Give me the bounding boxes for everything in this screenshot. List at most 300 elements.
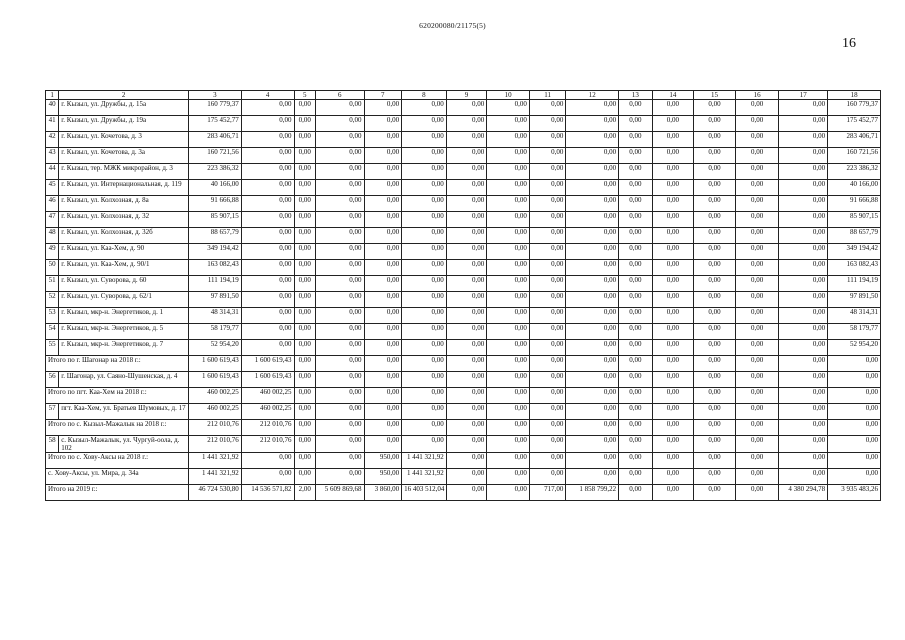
row-number: 53 [46, 308, 59, 324]
row-value-col7: 0,00 [364, 196, 402, 212]
column-header: 11 [529, 91, 566, 100]
row-value-col10: 0,00 [487, 260, 530, 276]
row-value-col5: 0,00 [294, 469, 315, 485]
row-value-col5: 0,00 [294, 308, 315, 324]
row-value-col3: 175 452,77 [189, 116, 242, 132]
row-value-col18: 283 406,71 [828, 132, 881, 148]
row-value-col9: 0,00 [446, 276, 487, 292]
row-value-col7: 0,00 [364, 436, 402, 453]
row-value-col17: 0,00 [779, 420, 828, 436]
row-address: пгт. Каа-Хем, ул. Братьев Шумовых, д. 17 [59, 404, 189, 420]
table-row [46, 404, 881, 420]
row-value-col4: 0,00 [241, 116, 294, 132]
row-value-col14: 0,00 [652, 420, 694, 436]
table-row [46, 340, 881, 356]
row-value-col12: 0,00 [566, 244, 619, 260]
row-value-col3: 212 010,76 [189, 420, 242, 436]
row-value-col4: 0,00 [241, 148, 294, 164]
row-value-col7: 0,00 [364, 244, 402, 260]
row-value-col5: 0,00 [294, 276, 315, 292]
row-value-col5: 0,00 [294, 324, 315, 340]
row-value-col12: 0,00 [566, 228, 619, 244]
row-value-col5: 0,00 [294, 404, 315, 420]
row-value-col14: 0,00 [652, 340, 694, 356]
row-value-col18: 0,00 [828, 372, 881, 388]
row-value-col7: 0,00 [364, 276, 402, 292]
row-value-col10: 0,00 [487, 228, 530, 244]
table-row [46, 180, 881, 196]
row-value-col13: 0,00 [619, 420, 652, 436]
row-value-col13: 0,00 [619, 164, 652, 180]
row-value-col15: 0,00 [694, 196, 736, 212]
row-value-col10: 0,00 [487, 180, 530, 196]
row-value-col14: 0,00 [652, 180, 694, 196]
row-value-col3: 88 657,79 [189, 228, 242, 244]
row-value-col7: 0,00 [364, 308, 402, 324]
row-value-col13: 0,00 [619, 372, 652, 388]
row-value-col9: 0,00 [446, 228, 487, 244]
row-address: г. Кызыл, мкр-н. Энергетиков, д. 5 [59, 324, 189, 340]
column-header: 6 [315, 91, 364, 100]
row-value-col11: 0,00 [529, 196, 566, 212]
row-value-col8: 0,00 [402, 420, 447, 436]
row-value-col17: 0,00 [779, 372, 828, 388]
row-value-col16: 0,00 [735, 180, 779, 196]
row-value-col11: 0,00 [529, 116, 566, 132]
row-value-col13: 0,00 [619, 132, 652, 148]
row-value-col10: 0,00 [487, 292, 530, 308]
row-number: 41 [46, 116, 59, 132]
row-value-col17: 0,00 [779, 164, 828, 180]
row-value-col4: 1 600 619,43 [241, 356, 294, 372]
row-value-col15: 0,00 [694, 356, 736, 372]
row-value-col14: 0,00 [652, 100, 694, 116]
row-value-col15: 0,00 [694, 276, 736, 292]
row-value-col10: 0,00 [487, 276, 530, 292]
row-value-col7: 0,00 [364, 324, 402, 340]
row-value-col14: 0,00 [652, 132, 694, 148]
row-value-col15: 0,00 [694, 228, 736, 244]
row-value-col13: 0,00 [619, 404, 652, 420]
row-value-col5: 0,00 [294, 292, 315, 308]
row-value-col4: 212 010,76 [241, 436, 294, 453]
row-value-col3: 97 891,50 [189, 292, 242, 308]
row-value-col11: 0,00 [529, 356, 566, 372]
row-value-col5: 0,00 [294, 453, 315, 469]
row-value-col3: 1 441 321,92 [189, 469, 242, 485]
row-value-col7: 0,00 [364, 260, 402, 276]
row-value-col13: 0,00 [619, 244, 652, 260]
row-value-col3: 160 779,37 [189, 100, 242, 116]
row-value-col9: 0,00 [446, 420, 487, 436]
row-value-col12: 0,00 [566, 469, 619, 485]
row-value-col5: 0,00 [294, 180, 315, 196]
row-value-col12: 0,00 [566, 196, 619, 212]
row-value-col18: 85 907,15 [828, 212, 881, 228]
row-value-col15: 0,00 [694, 469, 736, 485]
header-row [46, 91, 881, 100]
row-address: с. Хову-Аксы, ул. Мира, д. 34а [46, 469, 189, 485]
row-value-col6: 0,00 [315, 372, 364, 388]
row-value-col14: 0,00 [652, 244, 694, 260]
row-value-col18: 88 657,79 [828, 228, 881, 244]
row-value-col5: 0,00 [294, 212, 315, 228]
row-value-col7: 950,00 [364, 469, 402, 485]
row-value-col16: 0,00 [735, 116, 779, 132]
row-value-col9: 0,00 [446, 164, 487, 180]
row-value-col18: 223 386,32 [828, 164, 881, 180]
row-value-col16: 0,00 [735, 404, 779, 420]
table-row [46, 356, 881, 372]
row-value-col4: 0,00 [241, 228, 294, 244]
row-number: 43 [46, 148, 59, 164]
row-value-col18: 0,00 [828, 388, 881, 404]
row-value-col16: 0,00 [735, 485, 779, 501]
row-value-col16: 0,00 [735, 260, 779, 276]
row-value-col10: 0,00 [487, 324, 530, 340]
row-value-col14: 0,00 [652, 116, 694, 132]
table-row [46, 420, 881, 436]
row-value-col16: 0,00 [735, 148, 779, 164]
row-value-col14: 0,00 [652, 212, 694, 228]
row-address: г. Кызыл, ул. Дружбы, д. 19а [59, 116, 189, 132]
column-header: 5 [294, 91, 315, 100]
row-value-col18: 40 166,00 [828, 180, 881, 196]
row-value-col9: 0,00 [446, 356, 487, 372]
row-value-col5: 0,00 [294, 356, 315, 372]
row-value-col18: 111 194,19 [828, 276, 881, 292]
row-value-col7: 0,00 [364, 372, 402, 388]
table-row [46, 196, 881, 212]
row-value-col17: 0,00 [779, 340, 828, 356]
row-value-col17: 0,00 [779, 469, 828, 485]
row-value-col11: 0,00 [529, 276, 566, 292]
row-number: 54 [46, 324, 59, 340]
row-value-col9: 0,00 [446, 469, 487, 485]
row-value-col13: 0,00 [619, 228, 652, 244]
row-value-col7: 0,00 [364, 340, 402, 356]
row-number: 58 [46, 436, 59, 453]
row-value-col10: 0,00 [487, 244, 530, 260]
row-value-col5: 0,00 [294, 244, 315, 260]
row-value-col11: 0,00 [529, 404, 566, 420]
row-value-col9: 0,00 [446, 260, 487, 276]
table-row [46, 453, 881, 469]
row-value-col14: 0,00 [652, 436, 694, 453]
row-value-col9: 0,00 [446, 244, 487, 260]
row-value-col10: 0,00 [487, 148, 530, 164]
row-value-col15: 0,00 [694, 453, 736, 469]
row-value-col7: 950,00 [364, 453, 402, 469]
row-value-col14: 0,00 [652, 164, 694, 180]
row-value-col7: 0,00 [364, 148, 402, 164]
row-value-col17: 0,00 [779, 276, 828, 292]
row-value-col14: 0,00 [652, 324, 694, 340]
row-value-col12: 0,00 [566, 372, 619, 388]
row-value-col3: 460 002,25 [189, 404, 242, 420]
row-value-col10: 0,00 [487, 453, 530, 469]
row-value-col4: 0,00 [241, 453, 294, 469]
row-number: 44 [46, 164, 59, 180]
row-value-col15: 0,00 [694, 420, 736, 436]
row-value-col16: 0,00 [735, 100, 779, 116]
row-value-col4: 0,00 [241, 164, 294, 180]
row-value-col18: 0,00 [828, 436, 881, 453]
table-row [46, 485, 881, 501]
row-value-col16: 0,00 [735, 196, 779, 212]
row-value-col18: 163 082,43 [828, 260, 881, 276]
row-value-col4: 14 536 571,82 [241, 485, 294, 501]
row-address: г. Кызыл, ул. Каа-Хем, д. 90/1 [59, 260, 189, 276]
row-value-col8: 0,00 [402, 372, 447, 388]
row-address: г. Кызыл, ул. Колхозная, д. 8а [59, 196, 189, 212]
row-value-col5: 0,00 [294, 116, 315, 132]
row-value-col17: 0,00 [779, 308, 828, 324]
row-value-col9: 0,00 [446, 324, 487, 340]
row-value-col6: 0,00 [315, 404, 364, 420]
row-value-col9: 0,00 [446, 212, 487, 228]
row-value-col15: 0,00 [694, 164, 736, 180]
row-value-col3: 111 194,19 [189, 276, 242, 292]
row-value-col14: 0,00 [652, 356, 694, 372]
row-address: с. Кызыл-Мажалык, ул. Чургуй-оола, д. 102 [59, 436, 189, 453]
row-value-col12: 0,00 [566, 212, 619, 228]
row-value-col18: 349 194,42 [828, 244, 881, 260]
row-value-col16: 0,00 [735, 388, 779, 404]
row-value-col15: 0,00 [694, 132, 736, 148]
row-value-col18: 0,00 [828, 356, 881, 372]
row-value-col8: 0,00 [402, 116, 447, 132]
row-value-col16: 0,00 [735, 292, 779, 308]
row-value-col5: 0,00 [294, 340, 315, 356]
row-value-col9: 0,00 [446, 132, 487, 148]
row-value-col16: 0,00 [735, 469, 779, 485]
row-number: 57 [46, 404, 59, 420]
row-address: г. Кызыл, ул. Суворова, д. 62/1 [59, 292, 189, 308]
row-value-col18: 160 779,37 [828, 100, 881, 116]
row-value-col7: 0,00 [364, 388, 402, 404]
row-value-col11: 0,00 [529, 212, 566, 228]
row-value-col18: 160 721,56 [828, 148, 881, 164]
row-value-col17: 0,00 [779, 404, 828, 420]
row-value-col12: 0,00 [566, 436, 619, 453]
row-value-col13: 0,00 [619, 356, 652, 372]
row-value-col6: 0,00 [315, 436, 364, 453]
row-value-col8: 16 403 512,04 [402, 485, 447, 501]
row-value-col15: 0,00 [694, 324, 736, 340]
row-value-col6: 0,00 [315, 276, 364, 292]
column-header: 7 [364, 91, 402, 100]
row-value-col17: 0,00 [779, 132, 828, 148]
row-value-col17: 0,00 [779, 212, 828, 228]
row-value-col11: 0,00 [529, 469, 566, 485]
row-value-col7: 0,00 [364, 212, 402, 228]
row-address: г. Кызыл, ул. Кочетова, д. 3а [59, 148, 189, 164]
column-header: 17 [779, 91, 828, 100]
column-header: 8 [402, 91, 447, 100]
data-table [45, 90, 881, 501]
row-value-col5: 0,00 [294, 260, 315, 276]
row-value-col10: 0,00 [487, 132, 530, 148]
row-value-col13: 0,00 [619, 116, 652, 132]
row-value-col13: 0,00 [619, 469, 652, 485]
row-value-col6: 0,00 [315, 148, 364, 164]
row-value-col11: 0,00 [529, 244, 566, 260]
row-value-col11: 717,00 [529, 485, 566, 501]
column-header: 10 [487, 91, 530, 100]
row-value-col11: 0,00 [529, 340, 566, 356]
row-address: г. Кызыл, мкр-н. Энергетиков, д. 7 [59, 340, 189, 356]
row-address: г. Шагонар, ул. Саяно-Шушенская, д. 4 [59, 372, 189, 388]
row-value-col18: 3 935 483,26 [828, 485, 881, 501]
row-value-col18: 175 452,77 [828, 116, 881, 132]
row-value-col10: 0,00 [487, 388, 530, 404]
table-row [46, 132, 881, 148]
row-value-col12: 0,00 [566, 340, 619, 356]
row-value-col17: 0,00 [779, 388, 828, 404]
row-value-col16: 0,00 [735, 453, 779, 469]
row-value-col11: 0,00 [529, 388, 566, 404]
row-value-col17: 0,00 [779, 228, 828, 244]
row-value-col12: 0,00 [566, 453, 619, 469]
row-value-col3: 1 441 321,92 [189, 453, 242, 469]
row-value-col9: 0,00 [446, 453, 487, 469]
row-value-col17: 0,00 [779, 453, 828, 469]
row-value-col5: 0,00 [294, 132, 315, 148]
row-value-col3: 163 082,43 [189, 260, 242, 276]
row-value-col14: 0,00 [652, 260, 694, 276]
row-value-col11: 0,00 [529, 260, 566, 276]
row-address: г. Кызыл, тер. МЖК микрорайон, д. 3 [59, 164, 189, 180]
row-value-col4: 0,00 [241, 308, 294, 324]
row-value-col9: 0,00 [446, 340, 487, 356]
row-value-col4: 0,00 [241, 276, 294, 292]
row-value-col17: 0,00 [779, 324, 828, 340]
row-value-col10: 0,00 [487, 436, 530, 453]
column-header: 18 [828, 91, 881, 100]
table-row [46, 436, 881, 453]
row-value-col14: 0,00 [652, 485, 694, 501]
row-value-col14: 0,00 [652, 228, 694, 244]
table-row [46, 324, 881, 340]
row-value-col14: 0,00 [652, 148, 694, 164]
row-value-col16: 0,00 [735, 324, 779, 340]
row-value-col18: 0,00 [828, 469, 881, 485]
row-value-col10: 0,00 [487, 308, 530, 324]
row-value-col12: 0,00 [566, 388, 619, 404]
row-value-col6: 0,00 [315, 324, 364, 340]
row-value-col13: 0,00 [619, 485, 652, 501]
row-value-col13: 0,00 [619, 148, 652, 164]
row-value-col8: 0,00 [402, 180, 447, 196]
row-value-col4: 1 600 619,43 [241, 372, 294, 388]
row-value-col15: 0,00 [694, 260, 736, 276]
row-value-col11: 0,00 [529, 100, 566, 116]
row-value-col13: 0,00 [619, 436, 652, 453]
row-value-col3: 283 406,71 [189, 132, 242, 148]
row-value-col17: 0,00 [779, 180, 828, 196]
row-value-col9: 0,00 [446, 404, 487, 420]
row-value-col17: 0,00 [779, 116, 828, 132]
row-value-col3: 160 721,56 [189, 148, 242, 164]
row-value-col4: 0,00 [241, 212, 294, 228]
row-value-col11: 0,00 [529, 453, 566, 469]
row-value-col13: 0,00 [619, 196, 652, 212]
table-row [46, 260, 881, 276]
row-value-col8: 0,00 [402, 340, 447, 356]
row-value-col17: 4 380 294,78 [779, 485, 828, 501]
row-value-col4: 0,00 [241, 244, 294, 260]
row-value-col7: 0,00 [364, 404, 402, 420]
row-value-col15: 0,00 [694, 340, 736, 356]
row-value-col12: 0,00 [566, 116, 619, 132]
table-row [46, 372, 881, 388]
row-value-col8: 1 441 321,92 [402, 453, 447, 469]
row-value-col8: 0,00 [402, 196, 447, 212]
row-value-col15: 0,00 [694, 212, 736, 228]
row-number: 40 [46, 100, 59, 116]
row-value-col6: 0,00 [315, 180, 364, 196]
row-value-col8: 0,00 [402, 308, 447, 324]
row-address: г. Кызыл, ул. Колхозная, д. 32б [59, 228, 189, 244]
row-value-col13: 0,00 [619, 292, 652, 308]
row-value-col8: 0,00 [402, 260, 447, 276]
row-value-col15: 0,00 [694, 148, 736, 164]
page-number: 16 [842, 36, 856, 51]
row-value-col14: 0,00 [652, 292, 694, 308]
row-value-col16: 0,00 [735, 340, 779, 356]
table-row [46, 228, 881, 244]
row-number: 42 [46, 132, 59, 148]
row-value-col16: 0,00 [735, 132, 779, 148]
row-address: Итого по с. Кызыл-Мажалык на 2018 г.: [46, 420, 189, 436]
row-value-col10: 0,00 [487, 372, 530, 388]
row-value-col18: 52 954,20 [828, 340, 881, 356]
row-value-col17: 0,00 [779, 436, 828, 453]
row-value-col11: 0,00 [529, 164, 566, 180]
table-row [46, 308, 881, 324]
row-value-col12: 0,00 [566, 420, 619, 436]
row-number: 55 [46, 340, 59, 356]
row-value-col5: 0,00 [294, 420, 315, 436]
row-value-col6: 0,00 [315, 453, 364, 469]
row-value-col13: 0,00 [619, 324, 652, 340]
row-value-col8: 0,00 [402, 244, 447, 260]
row-value-col7: 0,00 [364, 100, 402, 116]
row-value-col13: 0,00 [619, 212, 652, 228]
row-value-col10: 0,00 [487, 212, 530, 228]
row-value-col12: 0,00 [566, 180, 619, 196]
row-number: 52 [46, 292, 59, 308]
row-value-col5: 0,00 [294, 388, 315, 404]
row-address: г. Кызыл, ул. Дружбы, д. 15а [59, 100, 189, 116]
row-value-col18: 58 179,77 [828, 324, 881, 340]
row-value-col3: 91 666,88 [189, 196, 242, 212]
row-value-col16: 0,00 [735, 228, 779, 244]
row-value-col6: 0,00 [315, 356, 364, 372]
table-row [46, 276, 881, 292]
row-value-col11: 0,00 [529, 148, 566, 164]
row-value-col15: 0,00 [694, 404, 736, 420]
row-value-col4: 460 002,25 [241, 404, 294, 420]
row-value-col13: 0,00 [619, 308, 652, 324]
row-value-col8: 0,00 [402, 436, 447, 453]
row-value-col18: 91 666,88 [828, 196, 881, 212]
row-value-col15: 0,00 [694, 388, 736, 404]
row-value-col5: 0,00 [294, 372, 315, 388]
row-number: 47 [46, 212, 59, 228]
row-value-col5: 0,00 [294, 436, 315, 453]
